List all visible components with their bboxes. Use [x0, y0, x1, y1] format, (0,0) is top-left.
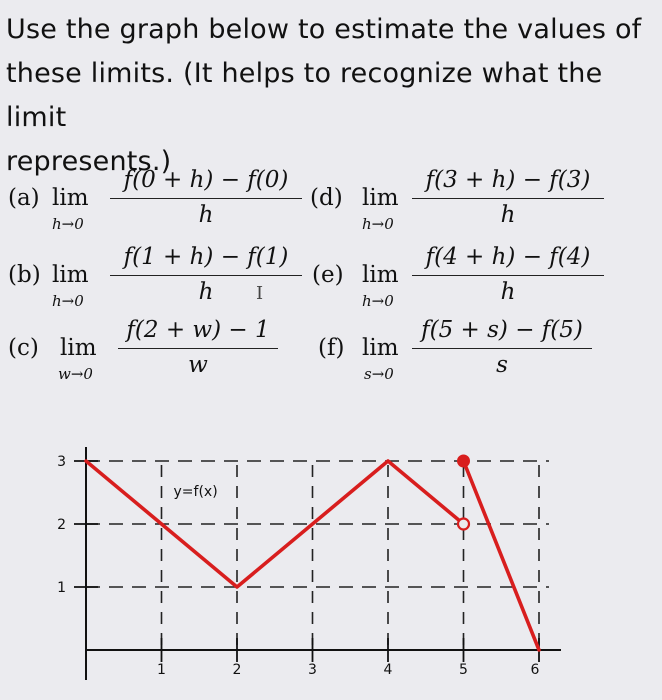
instructions-line-2: these limits. (It helps to recognize what the limit — [6, 58, 603, 133]
text-cursor-icon: I — [256, 283, 264, 304]
fraction-bar — [412, 348, 592, 349]
denominator: s — [496, 352, 508, 378]
problem-label: (f) — [318, 335, 345, 361]
numerator: f(3 + h) − f(3) — [425, 167, 591, 193]
fraction-bar — [118, 348, 278, 349]
lim-operator: lim — [362, 335, 399, 361]
lim-operator: lim — [52, 185, 89, 211]
problem-label: (e) — [312, 262, 344, 288]
y-tick-label: 2 — [57, 517, 66, 533]
instructions — [6, 8, 646, 184]
lim-subscript: h→0 — [52, 215, 84, 233]
x-tick-label: 2 — [232, 662, 242, 678]
problem-label: (d) — [310, 185, 343, 211]
denominator: h — [500, 202, 516, 228]
problem-label: (a) — [8, 185, 40, 211]
numerator: f(5 + s) − f(5) — [421, 317, 583, 343]
x-tick-label: 6 — [530, 662, 540, 678]
fraction — [110, 246, 302, 304]
lim-subscript: h→0 — [52, 292, 84, 310]
lim-subscript: s→0 — [364, 365, 394, 383]
x-tick-label: 5 — [459, 662, 468, 678]
denominator: h — [198, 202, 214, 228]
legend-label: y=f(x) — [173, 484, 218, 500]
open-endpoint — [458, 519, 469, 530]
y-tick-label: 1 — [57, 580, 66, 596]
denominator: h — [198, 279, 214, 305]
series-line-segment-2 — [464, 461, 540, 650]
y-tick-label: 3 — [57, 454, 66, 470]
numerator: f(1 + h) − f(1) — [123, 244, 289, 270]
function-graph — [0, 430, 662, 700]
numerator: f(0 + h) − f(0) — [123, 167, 289, 193]
lim-operator: lim — [362, 262, 399, 288]
problem-label: (c) — [8, 335, 39, 361]
denominator: w — [188, 352, 208, 378]
lim-operator: lim — [60, 335, 97, 361]
fraction-bar — [110, 198, 302, 199]
lim-subscript: h→0 — [362, 215, 394, 233]
x-tick-label: 3 — [308, 662, 317, 678]
fraction — [110, 169, 302, 227]
lim-subscript: w→0 — [58, 365, 93, 383]
closed-endpoint — [458, 455, 470, 467]
instructions-line-3: represents.) — [6, 146, 172, 177]
fraction-bar — [412, 198, 604, 199]
numerator: f(4 + h) − f(4) — [425, 244, 591, 270]
instructions-line-1: Use the graph below to estimate the values of — [6, 14, 642, 45]
lim-operator: lim — [52, 262, 89, 288]
fraction — [412, 169, 604, 227]
fraction — [118, 319, 278, 377]
fraction — [412, 246, 604, 304]
lim-operator: lim — [362, 185, 399, 211]
x-tick-label: 1 — [157, 662, 166, 678]
fraction — [412, 319, 592, 377]
denominator: h — [500, 279, 516, 305]
fraction-bar — [110, 275, 302, 276]
numerator: f(2 + w) − 1 — [126, 317, 270, 343]
problem-label: (b) — [8, 262, 41, 288]
x-tick-label: 4 — [383, 662, 393, 678]
fraction-bar — [412, 275, 604, 276]
lim-subscript: h→0 — [362, 292, 394, 310]
